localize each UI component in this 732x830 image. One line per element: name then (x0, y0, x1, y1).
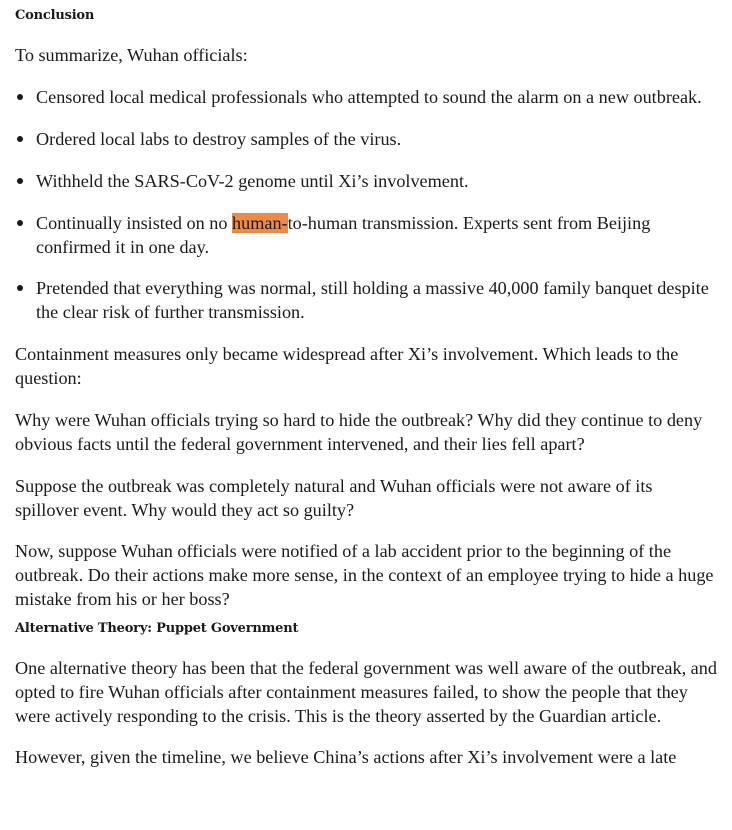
list-item-text: to-human transmission. Experts sent from Beijing confirmed it in one day. (36, 213, 651, 257)
list-item (15, 211, 720, 259)
list-item: Ordered local labs to destroy samples of the virus. (15, 127, 720, 151)
paragraph: Suppose the outbreak was completely natural and Wuhan officials were not aware of its spillover event. Why would they act so guilty? (15, 476, 653, 520)
section-heading-conclusion: Conclusion (15, 8, 95, 23)
summary-list (15, 85, 720, 324)
paragraph-intro: To summarize, Wuhan officials: (15, 45, 248, 65)
paragraph: Containment measures only became widespread after Xi’s involvement. Which leads to the question: (15, 344, 679, 388)
paragraph: One alternative theory has been that the federal government was well aware of the outbreak, and opted to fire Wuhan officials after containment measures failed, to show the people that they were actively responding to the crisis. This is the theory asserted by the Guardian article. (15, 658, 717, 726)
list-item: Withheld the SARS-CoV-2 genome until Xi’s involvement. (15, 169, 720, 193)
list-item-text: Continually insisted on no (36, 213, 233, 233)
paragraph: Why were Wuhan officials trying so hard to hide the outbreak? Why did they continue to deny obvious facts until the federal government intervened, and their lies fell apart? (15, 410, 703, 454)
paragraph: Now, suppose Wuhan officials were notified of a lab accident prior to the beginning of the outbreak. Do their actions make more sense, in the context of an employee trying to hide a huge mistake from his or her boss? (15, 541, 714, 609)
article-body (15, 0, 720, 769)
highlighted-text[interactable]: human- (232, 213, 288, 233)
paragraph: However, given the timeline, we believe China’s actions after Xi’s involvement were a late (15, 747, 677, 767)
list-item: Pretended that everything was normal, still holding a massive 40,000 family banquet despite the clear risk of further transmission. (15, 276, 720, 324)
section-heading-alternative-theory: Alternative Theory: Puppet Government (15, 621, 299, 636)
list-item: Censored local medical professionals who attempted to sound the alarm on a new outbreak. (15, 85, 720, 109)
